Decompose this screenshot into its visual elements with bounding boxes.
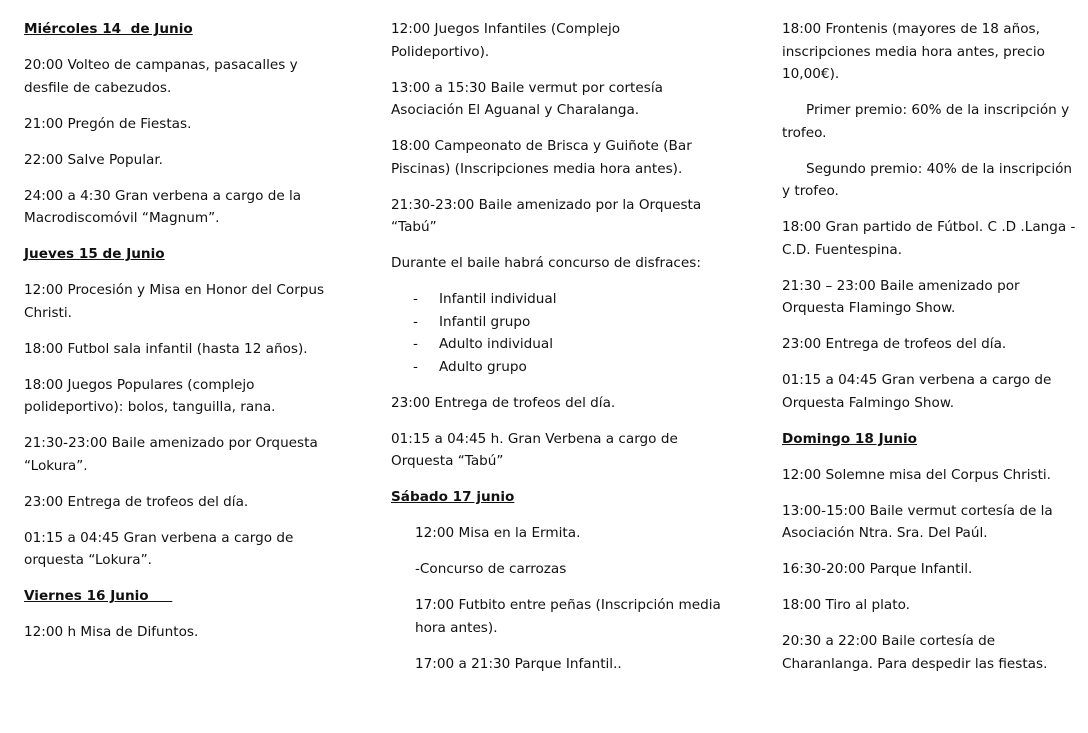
event-entry: 22:00 Salve Popular. [24,151,164,168]
event-entry: 12:00 Misa en la Ermita. [415,525,581,541]
list-dash-marker: - [413,291,418,307]
event-entry: 12:00 Procesión y Misa en Honor del Corpus Christi. [24,282,325,321]
event-entry: 12:00 Juegos Infantiles (Complejo Polideportivo). [391,21,621,60]
event-entry: 13:00 a 15:30 Baile vermut por cortesía Asociación El Aguanal y Charalanga. [391,79,663,118]
event-entry: 18:00 Juegos Populares (complejo polideportivo): bolos, tanguilla, rana. [24,376,276,415]
event-entry: -Concurso de carrozas [415,561,567,577]
event-entry: 21:30-23:00 Baile amenizado por Orquesta “Lokura”. [24,435,318,474]
list-dash-marker: - [413,336,418,352]
event-entry: 17:00 Futbito entre peñas (Inscripción media hora antes). [415,597,721,636]
prize-entry: Segundo premio: 40% de la inscripción y trofeo. [782,160,1073,199]
event-entry: 01:15 a 04:45 h. Gran Verbena a cargo de Orquesta “Tabú” [391,430,678,469]
event-entry: 16:30-20:00 Parque Infantil. [782,561,973,577]
list-item [391,333,721,356]
list-item [391,288,721,311]
event-entry: 17:00 a 21:30 Parque Infantil.. [415,655,622,672]
program-column-1 [24,18,342,657]
list-item [391,356,721,379]
event-entry: 23:00 Entrega de trofeos del día. [391,394,616,411]
day-heading: Miércoles 14 de Junio [24,21,193,37]
event-entry: 18:00 Campeonato de Brisca y Guiñote (Bar Piscinas) (Inscripciones media hora antes). [391,138,692,177]
day-heading: Viernes 16 Junio [24,588,173,604]
list-dash-marker: - [413,313,418,330]
costume-category-list [391,288,721,378]
event-entry: 21:30-23:00 Baile amenizado por la Orquesta “Tabú” [391,196,702,235]
event-entry: Durante el baile habrá concurso de disfraces: [391,255,701,271]
event-entry: 18:00 Futbol sala infantil (hasta 12 años). [24,340,308,357]
event-entry: 23:00 Entrega de trofeos del día. [782,336,1007,352]
list-item-label: Adulto grupo [439,358,527,375]
list-item-label: Infantil grupo [439,313,531,330]
list-item [391,311,721,334]
event-entry: 18:00 Frontenis (mayores de 18 años, inscripciones media hora antes, precio 10,00€). [782,21,1045,82]
program-column-2 [391,18,721,689]
event-entry: 01:15 a 04:45 Gran verbena a cargo de Orquesta Falmingo Show. [782,372,1052,411]
event-entry: 12:00 h Misa de Difuntos. [24,624,199,640]
event-entry: 18:00 Gran partido de Fútbol. C .D .Langa - C.D. Fuentespina. [782,219,1076,258]
event-entry: 24:00 a 4:30 Gran verbena a cargo de la Macrodiscomóvil “Magnum”. [24,187,302,226]
prize-entry: Primer premio: 60% de la inscripción y trofeo. [782,102,1070,141]
event-entry: 21:00 Pregón de Fiestas. [24,115,192,132]
list-item-label: Adulto individual [439,336,554,352]
program-column-3 [782,18,1076,689]
day-heading: Jueves 15 de Junio [24,246,165,262]
event-entry: 13:00-15:00 Baile vermut cortesía de la Asociación Ntra. Sra. Del Paúl. [782,502,1053,541]
list-dash-marker: - [413,358,418,375]
event-entry: 20:30 a 22:00 Baile cortesía de Charanlanga. Para despedir las fiestas. [782,633,1048,672]
day-heading: Domingo 18 Junio [782,430,917,447]
event-entry: 12:00 Solemne misa del Corpus Christi. [782,466,1051,483]
day-heading: Sábado 17 junio [391,489,515,505]
event-entry: 01:15 a 04:45 Gran verbena a cargo de orquesta “Lokura”. [24,529,294,568]
list-item-label: Infantil individual [439,291,557,307]
event-entry: 18:00 Tiro al plato. [782,597,910,613]
event-entry: 20:00 Volteo de campanas, pasacalles y desfile de cabezudos. [24,57,298,96]
event-entry: 21:30 – 23:00 Baile amenizado por Orquesta Flamingo Show. [782,277,1020,316]
event-entry: 23:00 Entrega de trofeos del día. [24,493,249,510]
